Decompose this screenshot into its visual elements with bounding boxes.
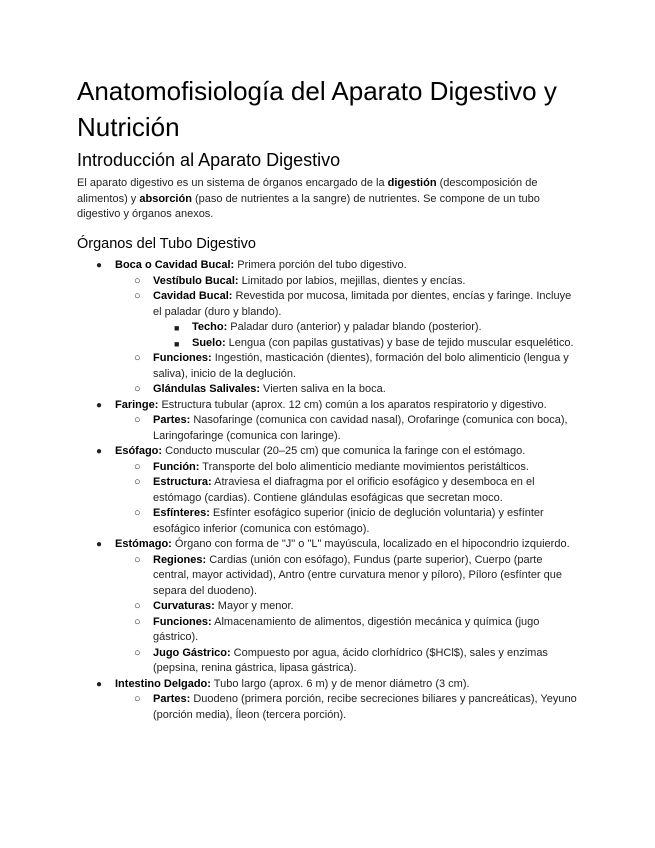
list-item bbox=[77, 506, 577, 537]
list-item-term: Intestino Delgado: bbox=[115, 677, 211, 690]
list-item bbox=[77, 692, 577, 723]
subsection-heading: Órganos del Tubo Digestivo bbox=[77, 236, 256, 252]
list-item bbox=[77, 336, 577, 352]
list-item bbox=[77, 413, 577, 444]
hollow-bullet-icon: ○ bbox=[134, 507, 141, 519]
list-item bbox=[77, 646, 577, 677]
list-item-term: Boca o Cavidad Bucal: bbox=[115, 259, 235, 271]
hollow-bullet-icon: ○ bbox=[134, 693, 141, 705]
filled-bullet-icon: ● bbox=[96, 399, 103, 411]
list-item bbox=[77, 382, 577, 398]
list-item bbox=[77, 320, 577, 336]
intro-text: (descomposición de alimentos) y bbox=[77, 177, 538, 205]
list-item bbox=[77, 677, 577, 693]
list-item-text: Conducto muscular (20–25 cm) que comunica la faringe con el estómago. bbox=[162, 445, 526, 457]
list-item bbox=[77, 475, 577, 506]
list-item-text: Mayor y menor. bbox=[214, 600, 294, 612]
hollow-bullet-icon: ○ bbox=[134, 290, 141, 302]
list-item-term: Curvaturas: bbox=[153, 600, 215, 612]
list-item bbox=[77, 258, 577, 274]
list-item-term: Esfínteres: bbox=[153, 507, 210, 519]
list-item-text: Cardias (unión con esófago), Fundus (parte superior), Cuerpo (parte central, mayor actividad), Antro (entre curvatura menor y píloro), Píloro (esfínter que separa del duodeno). bbox=[153, 553, 563, 597]
list-item-term: Vestíbulo Bucal: bbox=[153, 274, 239, 287]
filled-bullet-icon: ● bbox=[96, 539, 103, 550]
list-item-text: Atraviesa el diafragma por el orificio esofágico y desemboca en el estómago (cardias). Contiene glándulas esofágicas que secretan moco. bbox=[153, 476, 535, 504]
list-item-text: Paladar duro (anterior) y paladar blando (posterior). bbox=[227, 321, 482, 333]
intro-paragraph bbox=[77, 176, 577, 223]
list-item-text: Lengua (con papilas gustativas) y base de tejido muscular esquelético. bbox=[225, 336, 574, 349]
list-item-term: Techo: bbox=[192, 321, 228, 333]
list-item-term: Suelo: bbox=[192, 336, 226, 349]
list-item bbox=[77, 599, 577, 615]
filled-bullet-icon: ● bbox=[96, 260, 103, 271]
hollow-bullet-icon: ○ bbox=[134, 646, 141, 659]
organ-list bbox=[77, 258, 577, 723]
list-item-text: Compuesto por agua, ácido clorhídrico ($HCl$), sales y enzimas (pepsina, renina gástrica, lipasa gástrica). bbox=[153, 646, 548, 674]
list-item-text: Órgano con forma de "J" o "L" mayúscula, localizado en el hipocondrio izquierdo. bbox=[171, 538, 570, 550]
hollow-bullet-icon: ○ bbox=[134, 553, 141, 566]
square-bullet-icon: ■ bbox=[174, 323, 180, 333]
list-item bbox=[77, 444, 577, 460]
list-item-term: Estructura: bbox=[153, 476, 212, 488]
list-item-text: Almacenamiento de alimentos, digestión mecánica y química (jugo gástrico). bbox=[153, 615, 540, 643]
list-item-text: Ingestión, masticación (dientes), formación del bolo alimenticio (lengua y saliva), inicio de la deglución. bbox=[153, 352, 569, 380]
hollow-bullet-icon: ○ bbox=[134, 476, 141, 488]
intro-text: (paso de nutrientes a la sangre) de nutrientes. Se compone de un tubo digestivo y órganos anexos. bbox=[77, 192, 540, 220]
filled-bullet-icon: ● bbox=[96, 678, 103, 690]
list-item-term: Regiones: bbox=[153, 553, 207, 566]
list-item bbox=[77, 274, 577, 290]
list-item-text: Limitado por labios, mejillas, dientes y encías. bbox=[238, 274, 466, 287]
list-item bbox=[77, 289, 577, 320]
hollow-bullet-icon: ○ bbox=[134, 460, 141, 473]
list-item-text: Estructura tubular (aprox. 12 cm) común a los aparatos respiratorio y digestivo. bbox=[158, 398, 547, 411]
list-item bbox=[77, 460, 577, 476]
section-heading: Introducción al Aparato Digestivo bbox=[77, 150, 341, 170]
list-item-text: Duodeno (primera porción, recibe secreciones biliares y pancreáticas), Yeyuno (porción media), Íleon (tercera porción). bbox=[153, 693, 577, 721]
hollow-bullet-icon: ○ bbox=[134, 615, 141, 628]
document-title: Anatomofisiología del Aparato Digestivo y Nutrición bbox=[77, 76, 557, 142]
list-item-text: Primera porción del tubo digestivo. bbox=[234, 259, 407, 271]
list-item bbox=[77, 553, 577, 600]
hollow-bullet-icon: ○ bbox=[134, 600, 141, 612]
list-item-text: Transporte del bolo alimenticio mediante movimientos peristálticos. bbox=[199, 460, 529, 473]
list-item-term: Jugo Gástrico: bbox=[153, 646, 231, 659]
list-item-text: Tubo largo (aprox. 6 m) y de menor diámetro (3 cm). bbox=[210, 677, 470, 690]
list-item-term: Función: bbox=[153, 460, 200, 473]
list-item-text: Nasofaringe (comunica con cavidad nasal), Orofaringe (comunica con boca), Laringofaringe (comunica con laringe). bbox=[153, 414, 568, 442]
list-item-text: Vierten saliva en la boca. bbox=[260, 383, 386, 395]
list-item-term: Esófago: bbox=[115, 445, 163, 457]
list-item-term: Partes: bbox=[153, 414, 191, 426]
list-item-term: Funciones: bbox=[153, 352, 212, 364]
list-item-term: Faringe: bbox=[115, 398, 159, 411]
list-item bbox=[77, 537, 577, 553]
list-item-term: Partes: bbox=[153, 693, 191, 705]
list-item bbox=[77, 398, 577, 414]
list-item-text: Revestida por mucosa, limitada por dientes, encías y faringe. Incluye el paladar (duro y blando). bbox=[153, 290, 572, 318]
filled-bullet-icon: ● bbox=[96, 446, 103, 457]
list-item-term: Glándulas Salivales: bbox=[153, 383, 260, 395]
intro-bold-term: digestión bbox=[387, 177, 437, 189]
list-item bbox=[77, 615, 577, 646]
hollow-bullet-icon: ○ bbox=[134, 383, 141, 395]
list-item bbox=[77, 351, 577, 382]
hollow-bullet-icon: ○ bbox=[134, 414, 141, 426]
hollow-bullet-icon: ○ bbox=[134, 274, 141, 287]
intro-text: El aparato digestivo es un sistema de órganos encargado de la bbox=[77, 177, 388, 189]
list-item-term: Cavidad Bucal: bbox=[153, 290, 233, 302]
list-item-term: Estómago: bbox=[115, 538, 172, 550]
list-item-text: Esfínter esofágico superior (inicio de deglución voluntaria) y esfínter esofágico inferior (comunica con estómago). bbox=[153, 507, 544, 535]
intro-bold-term: absorción bbox=[139, 192, 192, 205]
hollow-bullet-icon: ○ bbox=[134, 352, 141, 364]
list-item-term: Funciones: bbox=[153, 615, 212, 628]
square-bullet-icon: ■ bbox=[174, 338, 180, 349]
